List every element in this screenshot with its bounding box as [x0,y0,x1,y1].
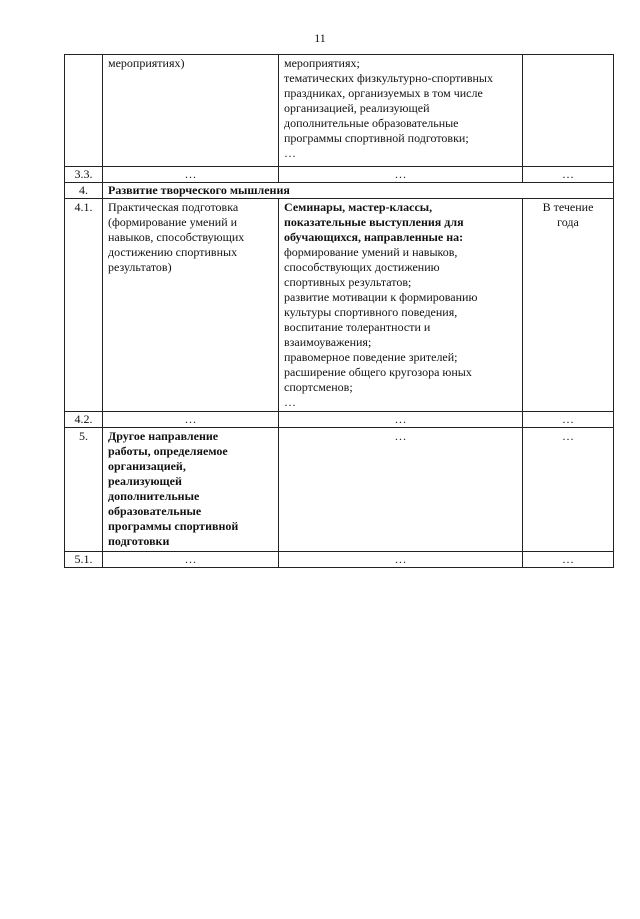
events-line: дополнительные образовательные [284,116,459,130]
timing-line: года [557,215,579,229]
direction-line: организацией, [108,459,186,473]
events-line: воспитание толерантности и [284,320,431,334]
events-line: взаимоуважения; [284,335,372,349]
timing-line: В течение [542,200,594,214]
timing-cell: … [523,552,614,568]
events-heading-line: Семинары, мастер-классы, [284,200,433,214]
events-line: программы спортивной подготовки; [284,131,469,145]
direction-line: реализующей [108,474,182,488]
page-number: 11 [314,31,326,45]
row-number-cell [65,55,103,167]
events-cell: … [279,428,523,552]
direction-cell: … [103,552,279,568]
events-line: спортсменов; [284,380,353,394]
events-line: праздниках, организуемых в том числе [284,86,483,100]
direction-line: (формирование умений и [108,215,238,229]
events-cell: … [279,412,523,428]
table-row-section-5 [65,428,614,552]
table-row-4-1 [65,199,614,412]
timing-cell: … [523,167,614,183]
events-line: расширение общего кругозора юных [284,365,472,379]
events-line: правомерное поведение зрителей; [284,350,458,364]
events-cell [279,55,523,167]
row-number-cell: 4.1. [65,199,103,412]
events-line: способствующих достижению [284,260,440,274]
events-heading-line: показательные выступления для [284,215,464,229]
section-title: Развитие творческого мышления [103,183,614,199]
direction-cell: … [103,412,279,428]
timing-cell: … [523,428,614,552]
events-cell: … [279,552,523,568]
direction-cell: … [103,167,279,183]
events-line: развитие мотивации к формированию [284,290,478,304]
direction-line: дополнительные [108,489,200,503]
direction-line: результатов) [108,260,172,274]
timing-cell [523,199,614,412]
events-ellipsis: … [284,146,296,160]
table-row-continued [65,55,614,167]
row-number-cell: 4. [65,183,103,199]
events-ellipsis: … [284,395,296,409]
events-line: формирование умений и навыков, [284,245,458,259]
direction-line: достижению спортивных [108,245,238,259]
direction-text: мероприятиях) [108,56,185,70]
row-number-cell: 5.1. [65,552,103,568]
events-line: мероприятиях; [284,56,360,70]
table-row-4-2 [65,412,614,428]
row-number-cell: 3.3. [65,167,103,183]
timing-cell: … [523,412,614,428]
events-heading-line: обучающихся, направленные на: [284,230,464,244]
direction-line: образовательные [108,504,202,518]
table-row-section-4 [65,183,614,199]
timing-cell [523,55,614,167]
row-number-cell: 5. [65,428,103,552]
activities-table [64,54,614,568]
direction-cell [103,55,279,167]
direction-line: навыков, способствующих [108,230,245,244]
direction-line: работы, определяемое [108,444,228,458]
direction-line: программы спортивной [108,519,239,533]
events-line: культуры спортивного поведения, [284,305,458,319]
direction-line: Другое направление [108,429,219,443]
table-row-5-1 [65,552,614,568]
events-cell: … [279,167,523,183]
direction-cell [103,428,279,552]
row-number-cell: 4.2. [65,412,103,428]
events-line: тематических физкультурно-спортивных [284,71,493,85]
events-line: спортивных результатов; [284,275,412,289]
direction-cell [103,199,279,412]
direction-line: подготовки [108,534,170,548]
events-cell [279,199,523,412]
table-row-3-3 [65,167,614,183]
events-line: организацией, реализующей [284,101,430,115]
direction-line: Практическая подготовка [108,200,239,214]
